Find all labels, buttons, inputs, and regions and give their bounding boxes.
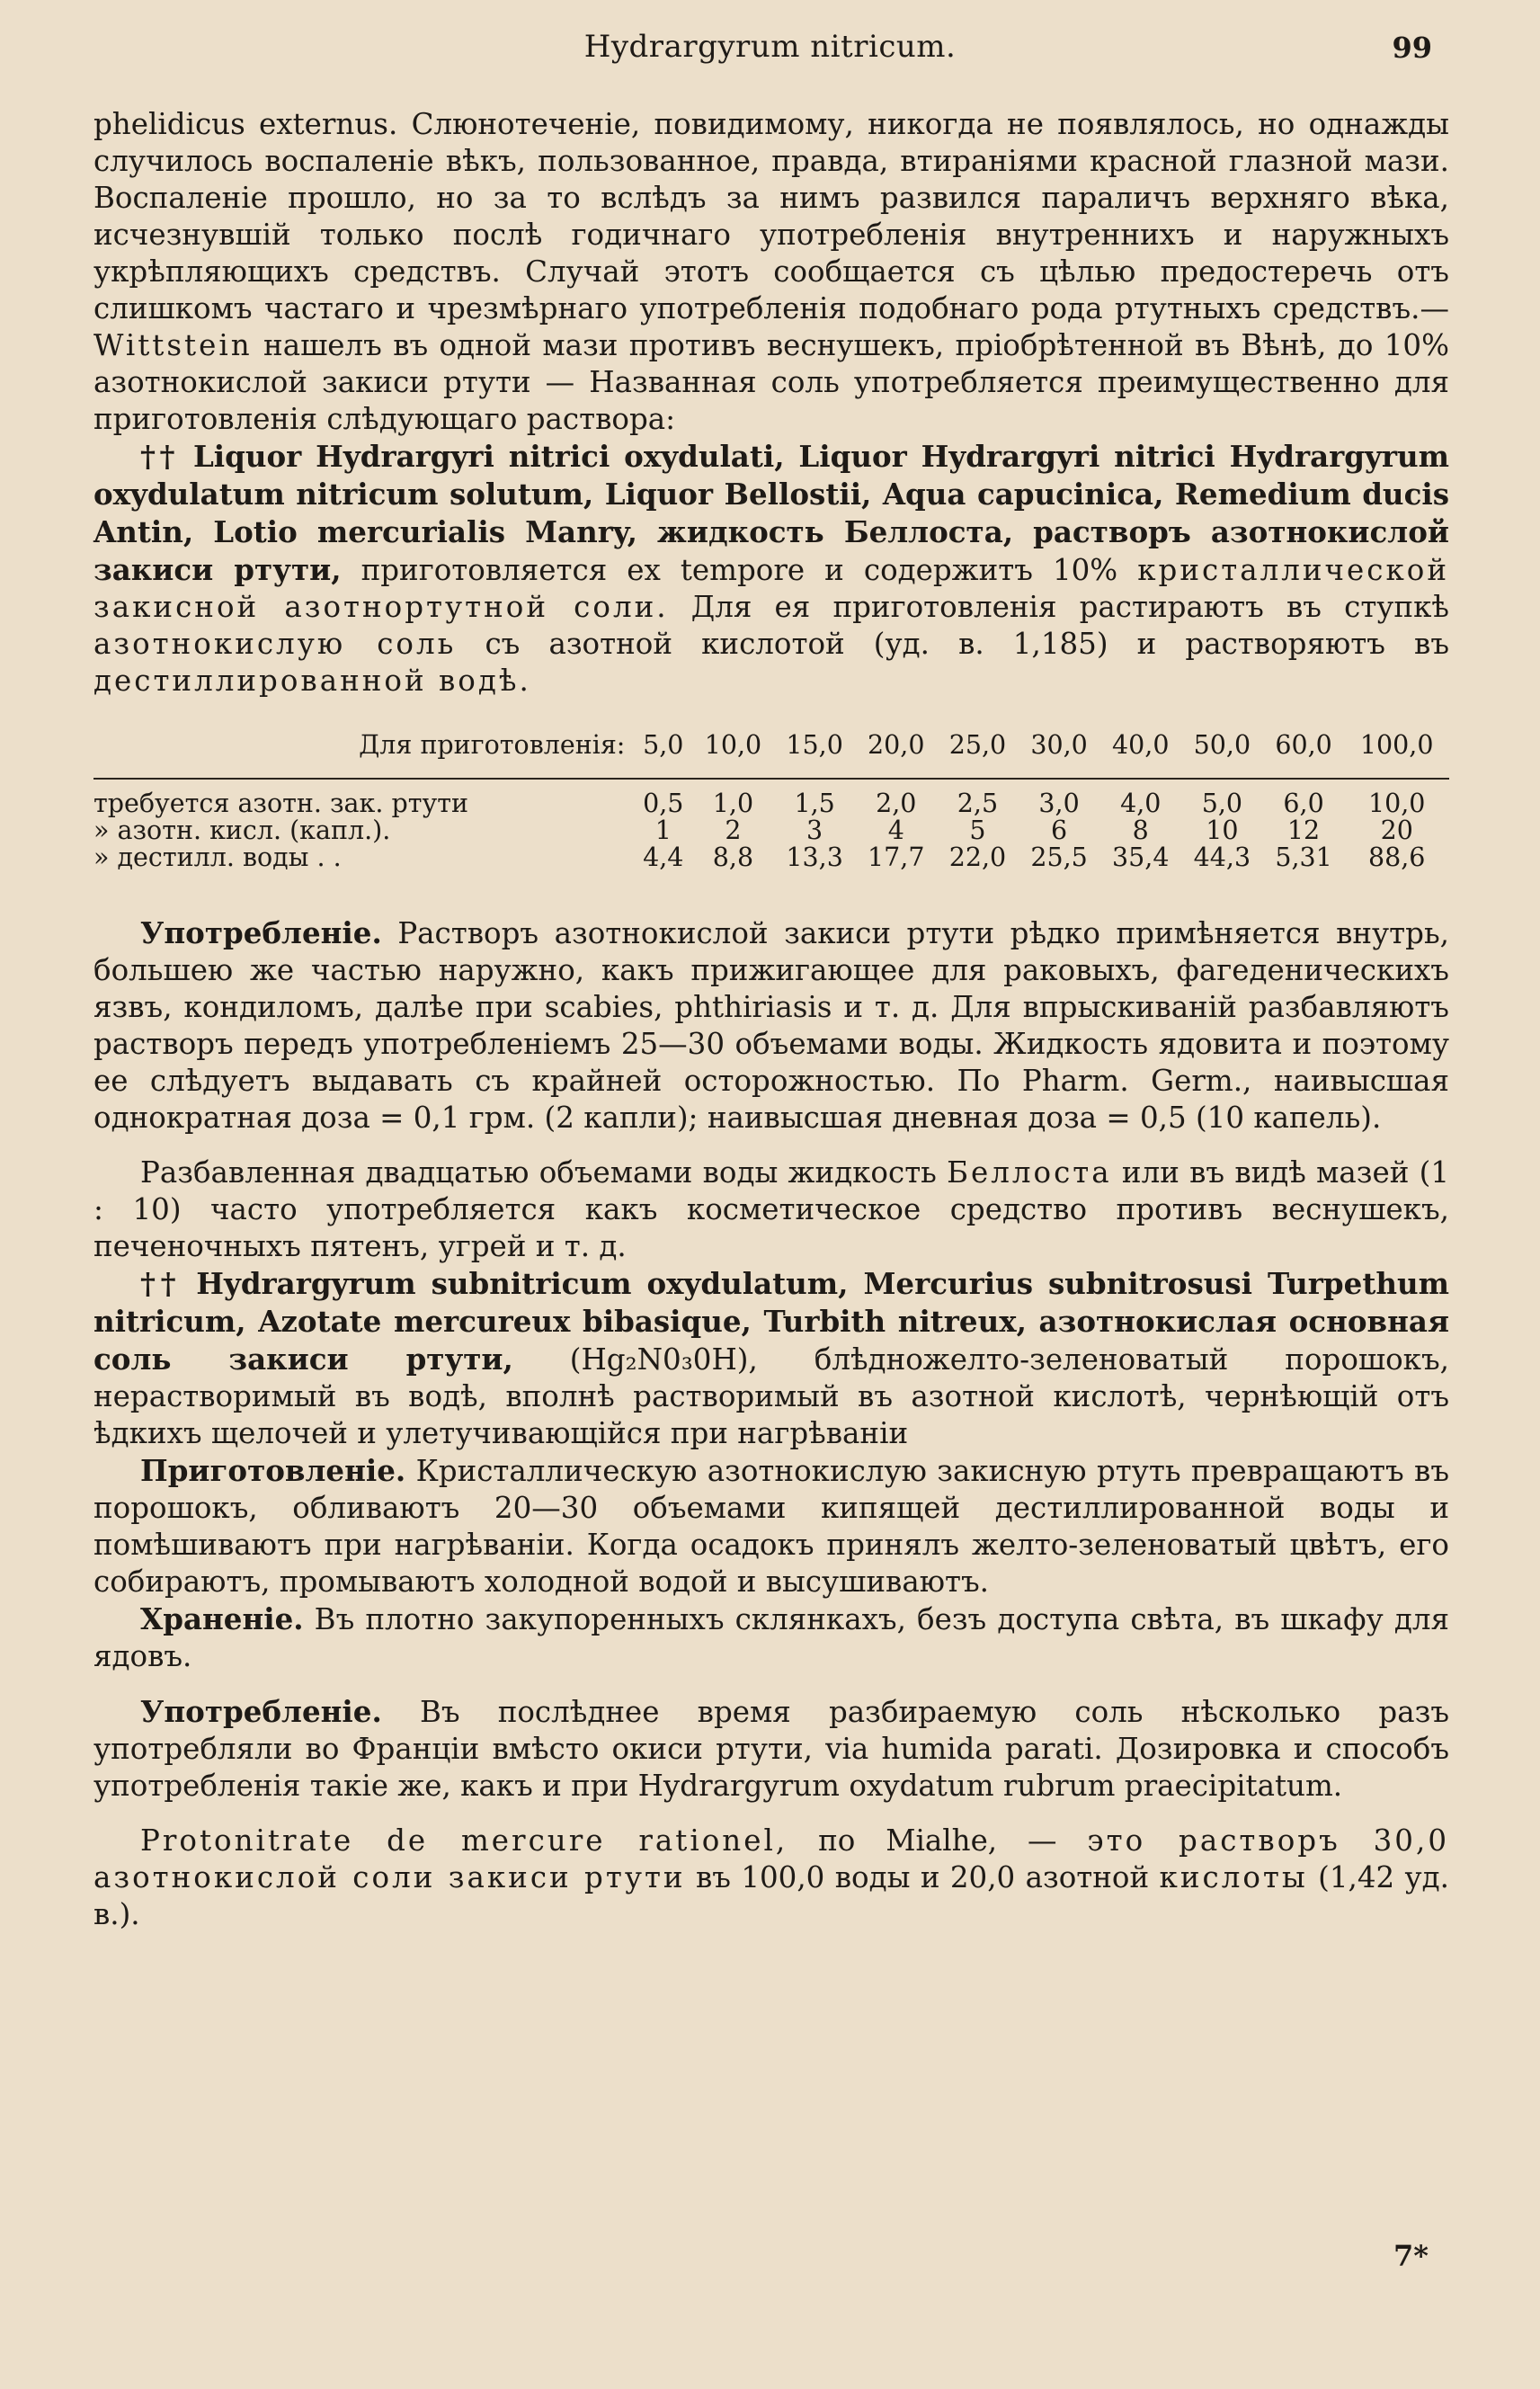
body-text bbox=[93, 106, 1449, 1933]
paragraph-storage bbox=[93, 1600, 1449, 1675]
table-cell: 10 bbox=[1206, 816, 1239, 845]
table-header-cell: 10,0 bbox=[704, 730, 762, 760]
text-run: Въ плотно закупоренныхъ склянкахъ, безъ доступа свѣта, въ шкафу для ядовъ. bbox=[93, 1602, 1449, 1673]
table-cell: 2 bbox=[725, 816, 742, 845]
table-cell: 8 bbox=[1132, 816, 1149, 845]
table-header-cell: 5,0 bbox=[643, 730, 684, 760]
table-cell: 2,0 bbox=[876, 789, 917, 818]
text-run: Кристаллическую азотнокислую закисную ртуть превращаютъ въ порошокъ, обливаютъ 20—30 объемами кипящей дестиллированной воды и помѣшиваютъ при нагрѣваніи. Когда осадокъ принялъ желто-зеленоватый цвѣтъ, его собираютъ, промываютъ холодной водой и высушиваютъ. bbox=[93, 1454, 1449, 1599]
table-cell: 3,0 bbox=[1038, 789, 1080, 818]
paragraph-protonitrate bbox=[93, 1823, 1449, 1933]
section-label: Храненіе. bbox=[140, 1601, 304, 1636]
table-header-cell: 100,0 bbox=[1359, 730, 1434, 760]
table-cell: 5,31 bbox=[1275, 842, 1332, 872]
paragraph-usage bbox=[93, 914, 1449, 1137]
table-header-cell: 25,0 bbox=[948, 730, 1007, 760]
spaced-text: кристаллической закисной азотнортутной соли. bbox=[93, 553, 1449, 624]
row-label: » азотн. кисл. (капл.). bbox=[93, 816, 391, 845]
table-header-cell: 30,0 bbox=[1030, 730, 1088, 760]
paragraph-preparation bbox=[93, 1452, 1449, 1600]
preparation-table bbox=[93, 727, 1449, 871]
table-cell: 5 bbox=[969, 816, 986, 845]
text-run: Разбавленная двадцатью объемами воды жидкость bbox=[140, 1155, 948, 1190]
table-cell: 1,5 bbox=[794, 789, 835, 818]
table-row bbox=[93, 817, 1449, 844]
paragraph-usage-2 bbox=[93, 1693, 1449, 1805]
text-run: въ 100,0 воды и 20,0 азотной bbox=[685, 1860, 1160, 1894]
text-run: съ азотной кислотой (уд. в. 1,185) и растворяютъ въ bbox=[456, 627, 1449, 661]
text-run: нашелъ въ одной мази противъ веснушекъ, пріобрѣтенной въ Вѣнѣ, до 10% азотнокислой закиси ртути — Названная соль употребляется преимущественно для приготовленія слѣдующаго раствора: bbox=[93, 328, 1449, 436]
table-header-row bbox=[93, 727, 1449, 779]
text-run: приготовляется ex tempore и содержитъ 10% bbox=[341, 553, 1138, 587]
table-cell: 35,4 bbox=[1112, 842, 1170, 872]
text-run: Для ея приготовленія растираютъ въ ступкѣ bbox=[668, 590, 1449, 624]
spaced-text: дестиллированной водѣ. bbox=[93, 664, 531, 698]
spaced-text: Беллоста bbox=[947, 1155, 1112, 1190]
table-cell: 4 bbox=[887, 816, 904, 845]
table-cell: 4,0 bbox=[1120, 789, 1162, 818]
running-head bbox=[0, 29, 1540, 74]
table-cell: 13,3 bbox=[786, 842, 843, 872]
table-cell: 3 bbox=[806, 816, 823, 845]
table-cell: 0,5 bbox=[643, 789, 684, 818]
table-header-cell: 40,0 bbox=[1112, 730, 1170, 760]
paragraph-cosmetic bbox=[93, 1154, 1449, 1265]
text-run: по Mialhe, — bbox=[788, 1823, 1088, 1858]
table-header-cell: 50,0 bbox=[1193, 730, 1251, 760]
table-cell: 44,3 bbox=[1193, 842, 1251, 872]
text-run: (Hg₂N0₃0H), блѣдножелто-зеленоватый порошокъ, нерастворимый въ водѣ, вполнѣ растворимый въ азотной кислотѣ, чернѣющій отъ ѣдкихъ щелочей и улетучивающійся при нагрѣваніи bbox=[93, 1342, 1450, 1450]
spaced-text: азотнокислую соль bbox=[93, 627, 457, 661]
table-header-cell: 15,0 bbox=[786, 730, 843, 760]
table-cell: 1,0 bbox=[712, 789, 754, 818]
section-label: Употребленіе. bbox=[140, 915, 382, 950]
table-cell: 10,0 bbox=[1367, 789, 1426, 818]
text-run: (1,42 уд. в.). bbox=[93, 1860, 1450, 1931]
text-run: Растворъ азотнокислой закиси ртути рѣдко примѣняется внутрь, большею же частью наружно, какъ прижигающее для раковыхъ, фагеденическихъ язвъ, кондиломъ, далѣе при scabies, phthiriasis и т. д. Для впрыскиваній разбавляютъ растворъ передъ употребленіемъ 25—30 объемами воды. Жидкость ядовита и поэтому ее слѣдуетъ выдавать съ крайней осторожностью. По Pharm. Germ., наивысшая однократная доза = 0,1 грм. (2 капли); наивысшая дневная доза = 0,5 (10 капель). bbox=[93, 916, 1449, 1135]
entry-heading: †† Hydrargyrum subnitricum oxydulatum, Mercurius subnitrosusi Turpethum nitricum, Azotate mercureux bibasique, Turbith nitreux, азотнокислая основная соль закиси ртути, bbox=[93, 1266, 1449, 1377]
table-cell: 22,0 bbox=[948, 842, 1007, 872]
section-label: Употребленіе. bbox=[140, 1694, 382, 1729]
table-cell: 88,6 bbox=[1367, 842, 1426, 872]
table-cell: 25,5 bbox=[1030, 842, 1088, 872]
text-run: Въ послѣднее время разбираемую соль нѣсколько разъ употребляли во Франціи вмѣсто окиси ртути, via humida parati. Дозировка и способъ употребленія такіе же, какъ и при Hydrargyrum oxydatum rubrum praecipitatum. bbox=[93, 1695, 1449, 1803]
table-cell: 6,0 bbox=[1283, 789, 1324, 818]
table-cell: 1 bbox=[654, 816, 672, 845]
table-cell: 8,8 bbox=[712, 842, 754, 872]
table-cell: 5,0 bbox=[1201, 789, 1243, 818]
table-row bbox=[93, 844, 1449, 871]
table-header-cell: 60,0 bbox=[1275, 730, 1332, 760]
spaced-text: Protonitrate de mercure rationel, bbox=[140, 1823, 788, 1858]
section-label: Приготовленіе. bbox=[140, 1453, 406, 1488]
author-name: Wittstein bbox=[93, 328, 253, 362]
text-run: phelidicus externus. Слюнотеченіе, повидимому, никогда не появлялось, но однажды случилось воспаленіе вѣкъ, пользованное, правда, втираніями красной глазной мази. Воспаленіе прошло, но за то вслѣдъ за нимъ развился параличъ верхняго вѣка, исчезнувшій только послѣ годичнаго употребленія внутреннихъ и наружныхъ укрѣпляющихъ средствъ. Случай этотъ сообщается съ цѣлью предостеречь отъ слишкомъ частаго и чрезмѣрнаго употребленія подобнаго рода ртутныхъ средствъ.— bbox=[93, 107, 1449, 325]
entry-heading: †† Liquor Hydrargyri nitrici oxydulati, Liquor Hydrargyri nitrici Hydrargyrum oxydulatum nitricum solutum, Liquor Bellostii, Aqua capuciniса, Remedium ducis Antin, Lotio mercurialis Manry, жидкость Беллоста, растворъ азотнокислой закиси ртути, bbox=[93, 439, 1449, 587]
signature-mark: 7* bbox=[1393, 2239, 1429, 2273]
table-cell: 4,4 bbox=[643, 842, 684, 872]
spaced-text: это растворъ 30,0 азотнокислой соли закиси ртути bbox=[93, 1823, 1449, 1894]
spaced-text: кислоты bbox=[1159, 1860, 1308, 1894]
table-cell: 12 bbox=[1286, 816, 1321, 845]
page-number: 99 bbox=[1392, 31, 1432, 65]
table-cell: 20 bbox=[1380, 816, 1413, 845]
table-header-label: Для приготовленія: bbox=[359, 730, 626, 760]
paragraph-subnitricum bbox=[93, 1265, 1449, 1452]
row-label: » дестилл. воды . . bbox=[93, 842, 342, 872]
table-cell: 6 bbox=[1051, 816, 1068, 845]
text-run: или въ видѣ мазей (1 : 10) часто употребляется какъ косметическое средство противъ веснушекъ, печеночныхъ пятенъ, угрей и т. д. bbox=[93, 1155, 1449, 1263]
running-title: Hydrargyrum nitricum. bbox=[583, 29, 957, 65]
table-cell: 17,7 bbox=[868, 842, 925, 872]
paragraph-intro bbox=[93, 106, 1449, 438]
table-header-cell: 20,0 bbox=[868, 730, 925, 760]
row-label: требуется азотн. зак. ртути bbox=[93, 789, 469, 818]
table-row bbox=[93, 779, 1449, 817]
table-cell: 2,5 bbox=[957, 789, 999, 818]
paragraph-liquor bbox=[93, 438, 1449, 700]
